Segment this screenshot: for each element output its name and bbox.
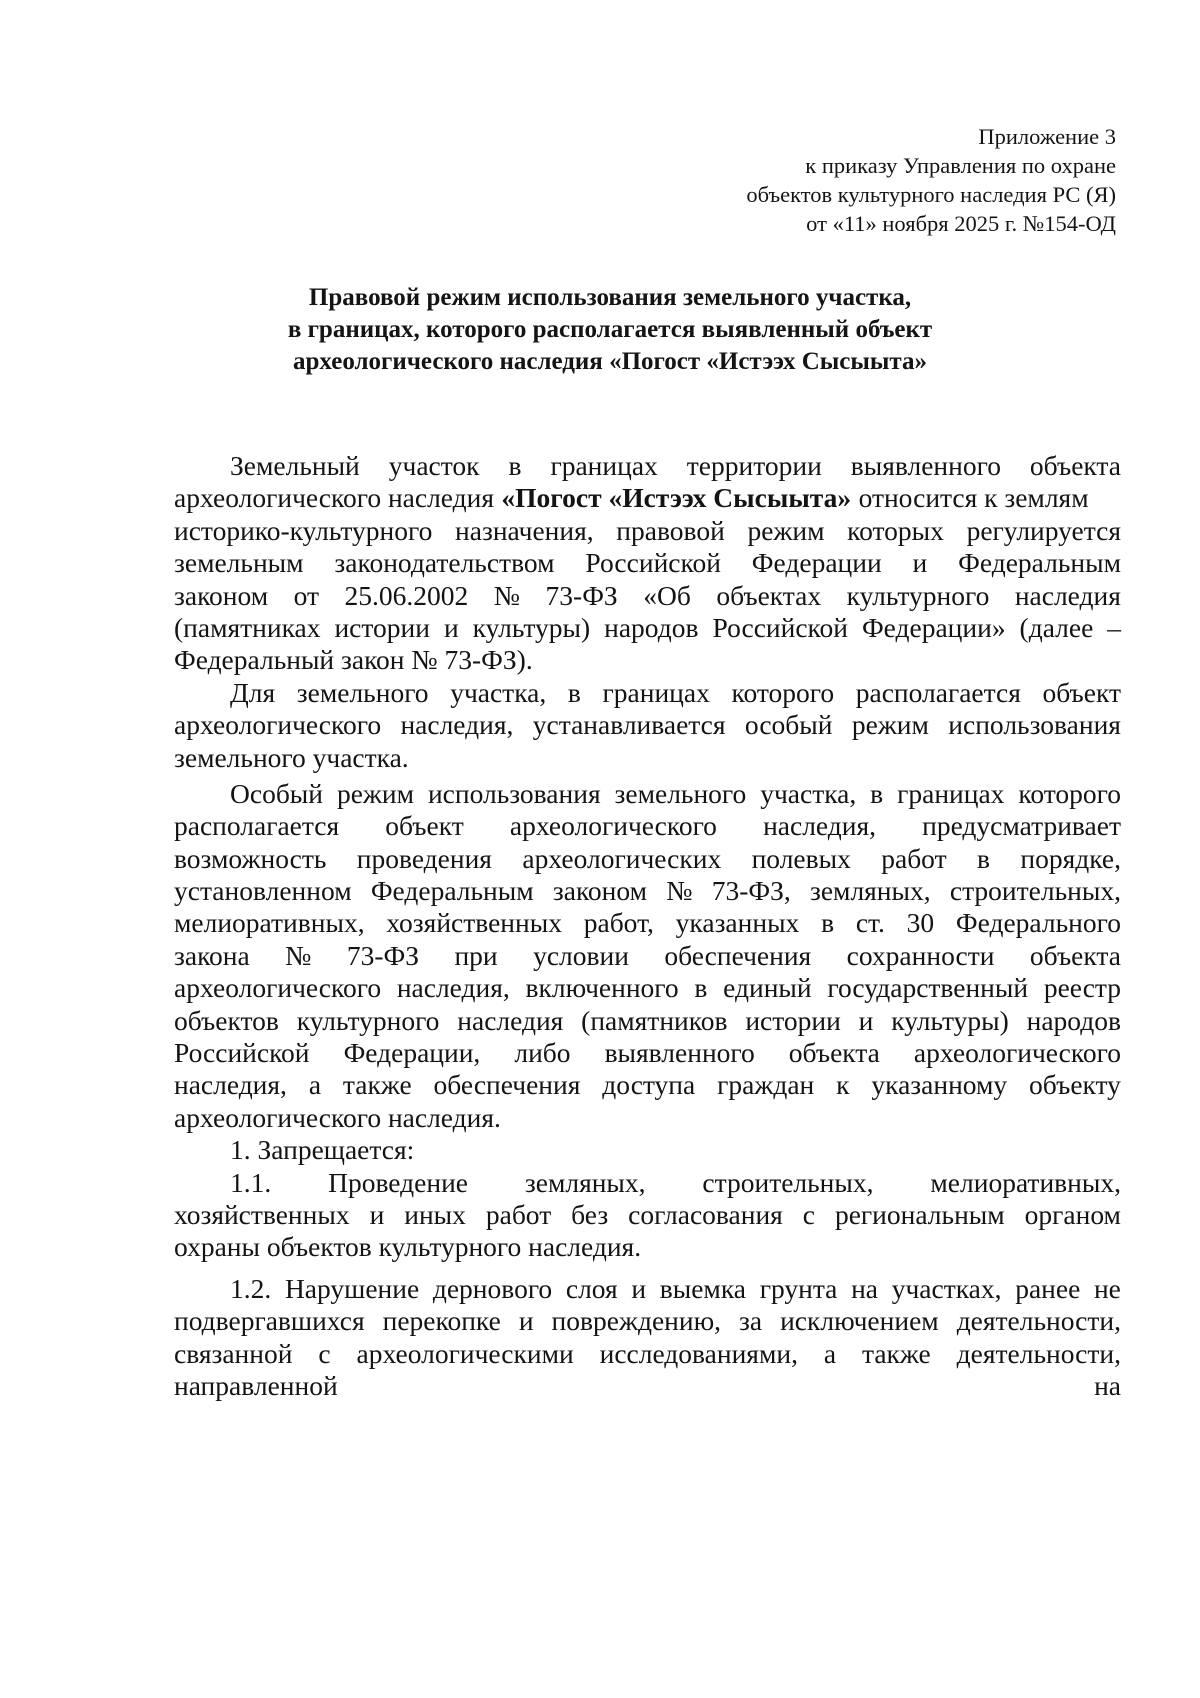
word: также (342, 1069, 412, 1101)
word: предусматривает (922, 810, 1121, 842)
word: работ (485, 1198, 552, 1230)
word: в (694, 972, 708, 1004)
word: наследия (457, 1004, 564, 1036)
text-line (174, 1005, 1121, 1037)
list-item (174, 1167, 1121, 1264)
word: народов (604, 611, 699, 643)
word: в (976, 842, 990, 874)
word: культурного (296, 1004, 440, 1036)
word: земляных, (524, 1166, 646, 1198)
word: 1.1. (230, 1166, 272, 1198)
word: № (493, 579, 521, 611)
word: обеспечения (664, 939, 812, 971)
word: – (1107, 611, 1121, 643)
word: закона (174, 939, 250, 971)
text-line (174, 709, 1121, 741)
word: участок (388, 450, 480, 481)
word: в (508, 450, 522, 481)
word: объекту (1029, 1069, 1121, 1101)
word: с (318, 1337, 331, 1369)
list-item (174, 1273, 1121, 1403)
word: регулируется (966, 514, 1121, 546)
word: культуры) (472, 611, 591, 643)
word: включенного (525, 972, 679, 1004)
word: в (870, 777, 884, 809)
word: мелиоративных, (930, 1166, 1121, 1198)
appendix-line: от «11» ноября 2025 г. №154-ОД (806, 211, 1116, 236)
paragraph (174, 677, 1121, 774)
word: устанавливается (532, 709, 726, 741)
text-line: Федеральный закон № 73-ФЗ). (174, 644, 533, 676)
word: границах (602, 676, 710, 708)
word: объектов (174, 1004, 279, 1036)
appendix-line: объектов культурного наследия РС (Я) (746, 182, 1116, 207)
word: Проведение (328, 1166, 468, 1198)
word: повреждению, (551, 1305, 722, 1337)
word: в (821, 907, 835, 939)
word: 25.06.2002 (344, 579, 469, 611)
word: объекта (1029, 450, 1121, 481)
word: участка, (450, 676, 547, 708)
appendix-block (746, 122, 1116, 238)
word: реестр (1043, 972, 1121, 1004)
word: работ (881, 842, 947, 874)
word: и (858, 1004, 874, 1036)
word: полевых (751, 842, 851, 874)
word: археологического (913, 1037, 1121, 1069)
word: мелиоративных, (174, 907, 365, 939)
paragraph (174, 778, 1121, 1134)
word: наследия (1014, 579, 1121, 611)
word: которого (731, 676, 835, 708)
word: хозяйственных (174, 1198, 350, 1230)
word: археологическими (356, 1337, 574, 1369)
word: культурного (846, 579, 990, 611)
word: к (836, 1069, 850, 1101)
word: иных (404, 1198, 466, 1230)
word: режим (747, 514, 825, 546)
word: Российской (585, 547, 721, 579)
word: а (823, 1337, 837, 1369)
title-line: в границах, которого располагается выявленный объект (287, 316, 933, 343)
word: обеспечения (433, 1069, 581, 1101)
word: подвергавшихся (174, 1305, 365, 1337)
text-line: охраны объектов культурного наследия. (174, 1231, 642, 1263)
word: проведения (356, 842, 492, 874)
word: территории (686, 450, 822, 481)
word: Федерации, (343, 1037, 481, 1069)
word: при (454, 939, 498, 971)
word: 73-ФЗ (346, 939, 420, 971)
word: с (802, 1198, 815, 1230)
word: Российской (174, 1037, 310, 1069)
word: истории (334, 611, 430, 643)
word: возможность (174, 842, 327, 874)
word: археологического (174, 709, 382, 741)
word: работ, (583, 907, 654, 939)
word: наследия, (400, 709, 514, 741)
list-item-heading: 1. Запрещается: (230, 1134, 415, 1166)
word: доступа (602, 1069, 696, 1101)
text-line (174, 1273, 1121, 1305)
word: особый (744, 709, 833, 741)
word: Федеральным (958, 547, 1121, 579)
word: объекта (1029, 939, 1121, 971)
word: государственный (827, 972, 1029, 1004)
word: законодательством (334, 547, 555, 579)
word: указанных (675, 907, 800, 939)
text-run: археологического наследия (174, 482, 494, 514)
text-line (174, 778, 1121, 810)
word: связанной (174, 1337, 293, 1369)
word: правовой (616, 514, 725, 546)
word: объект (1042, 676, 1121, 708)
text-line: археологического наследия. (174, 1101, 501, 1133)
word: наследия, (396, 972, 510, 1004)
word: хозяйственных (386, 907, 562, 939)
paragraph (174, 450, 1121, 677)
word: и (369, 1198, 385, 1230)
appendix-line: Приложение 3 (978, 124, 1116, 149)
word: исключением (780, 1305, 939, 1337)
text-line (174, 940, 1121, 972)
word: Федеральным (370, 875, 534, 907)
word: земляных, (809, 875, 931, 907)
word: назначения, (455, 514, 594, 546)
word: выемка (659, 1272, 746, 1304)
word: которого (1018, 777, 1121, 809)
word: земельным (174, 547, 304, 579)
word: сохранности (846, 939, 995, 971)
word: и (912, 547, 928, 579)
word: региональным (834, 1198, 1005, 1230)
word: наследия, (763, 810, 876, 842)
text-line (174, 810, 1121, 842)
text-run: относится к землям (858, 482, 1089, 514)
word: располагается (855, 676, 1021, 708)
word: строительных, (949, 875, 1121, 907)
text-line (174, 1037, 1121, 1069)
text-line (174, 875, 1121, 907)
word: 30 (906, 907, 935, 939)
word: участка, (760, 777, 857, 809)
word: строительных, (702, 1166, 874, 1198)
word: археологического (509, 810, 717, 842)
document-title (160, 282, 1060, 378)
word: археологического (174, 972, 382, 1004)
word: направленной (174, 1369, 338, 1401)
word: № (666, 875, 693, 907)
text-line (174, 677, 1121, 709)
word: за (739, 1305, 763, 1337)
word: режим (336, 777, 415, 809)
word: выявленного (604, 1037, 755, 1069)
word: объекта (788, 1037, 880, 1069)
text-line (174, 1199, 1121, 1231)
word: располагается (174, 810, 340, 842)
word: условии (533, 939, 629, 971)
word: и (443, 611, 459, 643)
document-body (174, 450, 1121, 1402)
text-line (174, 1370, 1121, 1402)
text-line (174, 612, 1121, 644)
word: ранее (1015, 1272, 1081, 1304)
object-name: «Погост «Истээх Сысыыта» (501, 482, 852, 514)
word: деятельности, (956, 1337, 1121, 1369)
word: Нарушение (284, 1272, 420, 1304)
word: (памятников (581, 1004, 728, 1036)
word: исследованиями, (599, 1337, 798, 1369)
word: законом (174, 579, 269, 611)
word: и (631, 1272, 647, 1304)
word: 73-ФЗ, (711, 875, 791, 907)
word: земельного (614, 777, 747, 809)
word: единый (723, 972, 812, 1004)
word: (памятниках (174, 611, 321, 643)
word: законом (552, 875, 648, 907)
word: граждан (717, 1069, 815, 1101)
word: ст. (855, 907, 885, 939)
text-line (174, 907, 1121, 939)
word: Земельный (230, 450, 360, 481)
word: указанному (871, 1069, 1008, 1101)
word: органом (1024, 1198, 1121, 1230)
word: 1.2. (230, 1272, 272, 1304)
word: дернового (432, 1272, 553, 1304)
word: Федерации» (861, 611, 1006, 643)
word: не (1093, 1272, 1121, 1304)
word: грунта (759, 1272, 838, 1304)
text-line (174, 1305, 1121, 1337)
text-line (174, 580, 1121, 612)
word: перекопке (382, 1305, 501, 1337)
word: объектах (716, 579, 822, 611)
text-line (174, 843, 1121, 875)
title-line: археологического наследия «Погост «Истээх Сысыыта» (292, 348, 928, 375)
text-line (174, 547, 1121, 579)
word: установленном (174, 875, 352, 907)
word: Для (230, 676, 276, 708)
appendix-line: к приказу Управления по охране (805, 153, 1116, 178)
word: границах (897, 777, 1005, 809)
word: порядке, (1020, 842, 1121, 874)
word: выявленного (850, 450, 1001, 481)
text-line (174, 450, 1121, 482)
word: земельного (296, 676, 429, 708)
word: на (851, 1272, 879, 1304)
text-line (174, 972, 1121, 1004)
word: участках, (891, 1272, 1002, 1304)
word: и (518, 1305, 534, 1337)
word: Особый (230, 777, 324, 809)
title-line: Правовой режим использования земельного участка, (308, 284, 912, 311)
word: Российской (712, 611, 848, 643)
word: режим (851, 709, 929, 741)
word: согласования (628, 1198, 783, 1230)
text-line (174, 482, 1121, 514)
word: а (308, 1069, 322, 1101)
word: Федерации (751, 547, 882, 579)
word: в (567, 676, 581, 708)
word: (далее (1019, 611, 1094, 643)
word: от (293, 579, 320, 611)
text-line (174, 1167, 1121, 1199)
word: Федерального (955, 907, 1121, 939)
word: археологических (522, 842, 722, 874)
text-line: земельного участка. (174, 741, 409, 773)
word: использования (427, 777, 601, 809)
word: которых (847, 514, 944, 546)
word: «Об (643, 579, 691, 611)
word: границах (550, 450, 658, 481)
word: деятельности, (956, 1305, 1121, 1337)
word: на (1094, 1369, 1121, 1401)
text-line (174, 1069, 1121, 1101)
word: либо (514, 1037, 571, 1069)
word: культуры) (891, 1004, 1009, 1036)
text-line (174, 1338, 1121, 1370)
word: историко-культурного (174, 514, 433, 546)
word: народов (1026, 1004, 1121, 1036)
word: слоя (565, 1272, 618, 1304)
word: истории (745, 1004, 841, 1036)
text-line (174, 515, 1121, 547)
word: также (861, 1337, 931, 1369)
word: 73-ФЗ (545, 579, 618, 611)
word: № (285, 939, 312, 971)
word: использования (948, 709, 1121, 741)
word: наследия, (174, 1069, 287, 1101)
word: объект (385, 810, 464, 842)
word: без (571, 1198, 609, 1230)
